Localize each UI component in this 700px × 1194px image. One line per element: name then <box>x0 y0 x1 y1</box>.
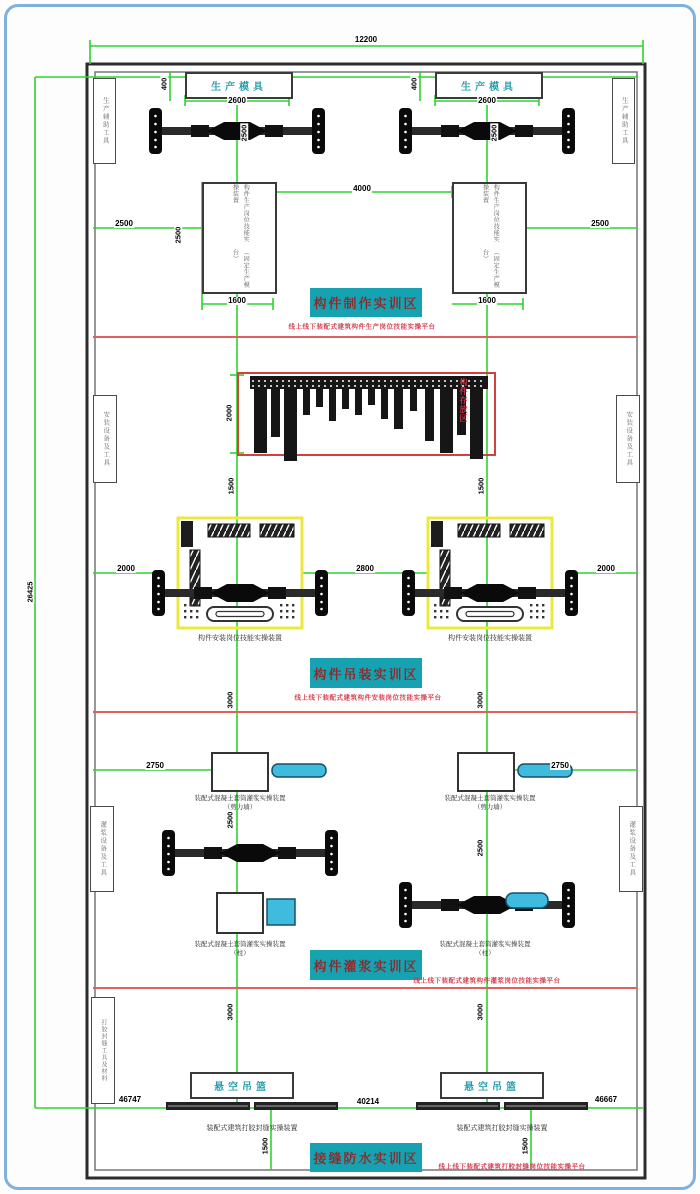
dim-2000-storage: 2000 <box>224 404 234 422</box>
page-border <box>4 4 696 1190</box>
grout-device-line2: （柱） <box>230 949 250 957</box>
dim-1500-bottom-left: 1500 <box>260 1137 270 1155</box>
dim-3000-left: 3000 <box>225 691 235 709</box>
grout-device-line1: 装配式混凝土套筒灌浆实操装置 <box>439 941 531 948</box>
dim-2500-grout-right: 2500 <box>475 839 485 857</box>
zone-banner-grouting: 构件灌浆实训区 <box>310 950 422 980</box>
dim-400-left: 400 <box>159 77 169 91</box>
zone-banner-fabrication: 构件制作实训区 <box>310 288 422 317</box>
dim-2000-left: 2000 <box>117 564 135 573</box>
dim-2500-grout-left: 2500 <box>225 811 235 829</box>
dim-bottom-center: 40214 <box>356 1097 380 1106</box>
dim-3000-seal-left: 3000 <box>225 1003 235 1021</box>
production-device-label: 构件生产岗位技能实操装置 <box>481 184 499 243</box>
dim-bottom-left: 46747 <box>118 1095 142 1104</box>
dim-2500-crane-left: 2500 <box>239 124 249 142</box>
grout-device-line2: （剪力墙） <box>473 803 507 811</box>
platform-caption-hoisting: 线上线下装配式建筑构件安装岗位技能实操平台 <box>294 694 442 702</box>
dim-overall-height: 26425 <box>25 581 35 603</box>
cabinet-install-tools-left: 安装设备及工具 <box>93 395 117 483</box>
dim-2500-crane-right: 2500 <box>489 124 499 142</box>
production-device-sublabel: （固定生产模台） <box>481 248 499 288</box>
dim-2000-right: 2000 <box>597 564 615 573</box>
dim-1500-left: 1500 <box>226 477 236 495</box>
platform-caption-grouting: 线上线下装配式建筑构件灌浆岗位技能实操平台 <box>413 977 561 985</box>
zone-banner-waterproof: 接缝防水实训区 <box>310 1143 422 1172</box>
dim-2800: 2800 <box>356 564 374 573</box>
dim-2500-tallbox: 2500 <box>173 226 183 244</box>
dim-overall-width: 12200 <box>354 35 378 44</box>
dim-2500-left: 2500 <box>115 219 133 228</box>
seal-device-label-right: 装配式建筑打胶封缝实操装置 <box>456 1125 548 1132</box>
cabinet-seal-tools: 打胶封缝工具及材料 <box>91 997 115 1104</box>
mold-box-label: 生产模具 <box>461 82 517 93</box>
dim-2500-right: 2500 <box>591 219 609 228</box>
platform-caption-fabrication: 线上线下装配式建筑构件生产岗位技能实操平台 <box>288 323 436 331</box>
dim-2750-left: 2750 <box>146 761 164 770</box>
production-device-sublabel: （固定生产模台） <box>231 248 249 288</box>
cabinet-grout-tools-right: 灌浆设备及工具 <box>619 806 643 892</box>
dim-1500-bottom-right: 1500 <box>520 1137 530 1155</box>
dim-4000: 4000 <box>353 184 371 193</box>
zone-banner-hoisting: 构件吊装实训区 <box>310 658 422 688</box>
dim-3000-right: 3000 <box>475 691 485 709</box>
dim-3000-seal-right: 3000 <box>475 1003 485 1021</box>
cabinet-production-tools-right: 生产辅助工具 <box>612 78 635 164</box>
storage-area-label: 构件存放区 <box>459 378 468 423</box>
grout-device-line1: 装配式混凝土套筒灌浆实操装置 <box>194 795 286 802</box>
cabinet-grout-tools-left: 灌浆设备及工具 <box>90 806 114 892</box>
dim-1600-right: 1600 <box>478 296 496 305</box>
platform-caption-waterproof: 线上线下装配式建筑打胶封缝岗位技能实操平台 <box>438 1163 586 1171</box>
dim-2600-right: 2600 <box>478 96 496 105</box>
dim-2750-right: 2750 <box>551 761 569 770</box>
grout-device-line1: 装配式混凝土套筒灌浆实操装置 <box>194 941 286 948</box>
production-device-label: 构件生产岗位技能实操装置 <box>231 184 249 243</box>
grout-device-line2: （剪力墙） <box>223 803 257 811</box>
basket-label: 悬空吊篮 <box>214 1082 270 1093</box>
seal-device-label-left: 装配式建筑打胶封缝实操装置 <box>206 1125 298 1132</box>
cabinet-production-tools-left: 生产辅助工具 <box>93 78 116 164</box>
dim-1500-right: 1500 <box>476 477 486 495</box>
install-device-label-left: 构件安装岗位技能实操装置 <box>198 635 282 642</box>
grout-device-line2: （柱） <box>475 949 495 957</box>
dim-1600-left: 1600 <box>228 296 246 305</box>
dim-400-right: 400 <box>409 77 419 91</box>
dim-bottom-right: 46667 <box>594 1095 618 1104</box>
grout-device-line1: 装配式混凝土套筒灌浆实操装置 <box>444 795 536 802</box>
mold-box-label: 生产模具 <box>211 82 267 93</box>
dim-2600-left: 2600 <box>228 96 246 105</box>
install-device-label-right: 构件安装岗位技能实操装置 <box>448 635 532 642</box>
cabinet-install-tools-right: 安装设备及工具 <box>616 395 640 483</box>
basket-label: 悬空吊篮 <box>464 1082 520 1093</box>
